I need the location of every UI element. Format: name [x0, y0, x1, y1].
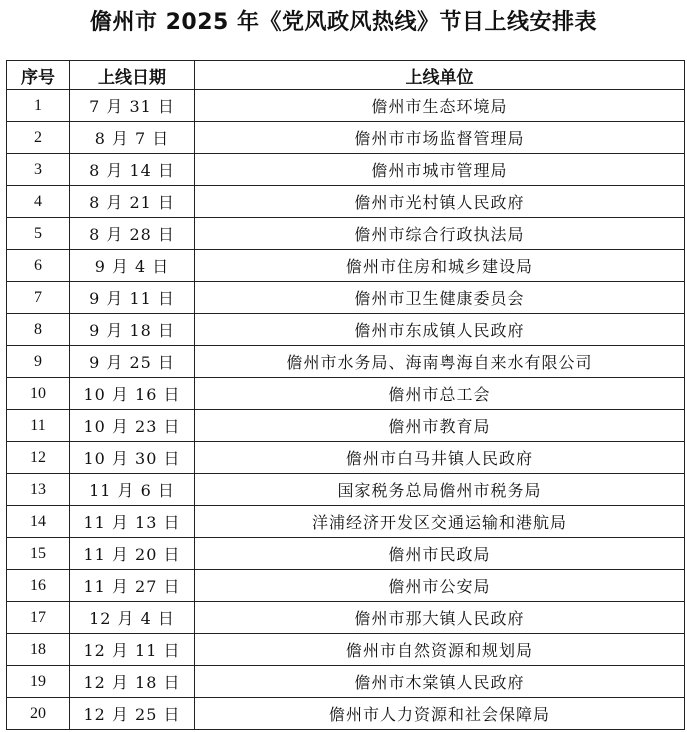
table-row: [7, 378, 685, 410]
row-number: 4: [7, 186, 70, 218]
row-number: 14: [7, 506, 70, 538]
column-header-unit: 上线单位: [195, 61, 685, 90]
row-number: 3: [7, 154, 70, 186]
row-unit: 儋州市白马井镇人民政府: [195, 442, 685, 474]
table-row: [7, 122, 685, 154]
table-row: [7, 282, 685, 314]
row-date: 11 月 20 日: [70, 538, 195, 570]
row-unit: 儋州市公安局: [195, 570, 685, 602]
row-date: 9 月 18 日: [70, 314, 195, 346]
row-date: 9 月 11 日: [70, 282, 195, 314]
header-row: [7, 61, 685, 90]
row-date: 11 月 27 日: [70, 570, 195, 602]
table-row: [7, 506, 685, 538]
row-number: 1: [7, 90, 70, 122]
row-unit: 儋州市人力资源和社会保障局: [195, 698, 685, 730]
row-date: 10 月 23 日: [70, 410, 195, 442]
table-row: [7, 186, 685, 218]
row-date: 12 月 18 日: [70, 666, 195, 698]
row-unit: 国家税务总局儋州市税务局: [195, 474, 685, 506]
row-unit: 儋州市东成镇人民政府: [195, 314, 685, 346]
row-number: 19: [7, 666, 70, 698]
row-unit: 儋州市水务局、海南粤海自来水有限公司: [195, 346, 685, 378]
row-number: 6: [7, 250, 70, 282]
table-row: [7, 474, 685, 506]
row-number: 12: [7, 442, 70, 474]
row-number: 17: [7, 602, 70, 634]
table-row: [7, 154, 685, 186]
table-row: [7, 346, 685, 378]
row-date: 11 月 6 日: [70, 474, 195, 506]
row-date: 10 月 30 日: [70, 442, 195, 474]
table-row: [7, 314, 685, 346]
row-date: 8 月 28 日: [70, 218, 195, 250]
row-number: 10: [7, 378, 70, 410]
table-row: [7, 250, 685, 282]
row-unit: 儋州市卫生健康委员会: [195, 282, 685, 314]
row-unit: 儋州市总工会: [195, 378, 685, 410]
row-date: 12 月 25 日: [70, 698, 195, 730]
row-unit: 儋州市城市管理局: [195, 154, 685, 186]
row-number: 7: [7, 282, 70, 314]
row-number: 20: [7, 698, 70, 730]
row-number: 8: [7, 314, 70, 346]
table-row: [7, 442, 685, 474]
row-unit: 儋州市自然资源和规划局: [195, 634, 685, 666]
column-header-date: 上线日期: [70, 61, 195, 90]
row-date: 7 月 31 日: [70, 90, 195, 122]
row-unit: 儋州市生态环境局: [195, 90, 685, 122]
row-unit: 儋州市住房和城乡建设局: [195, 250, 685, 282]
row-date: 9 月 25 日: [70, 346, 195, 378]
table-row: [7, 538, 685, 570]
row-date: 10 月 16 日: [70, 378, 195, 410]
table-row: [7, 634, 685, 666]
row-number: 5: [7, 218, 70, 250]
table-row: [7, 218, 685, 250]
row-unit: 儋州市教育局: [195, 410, 685, 442]
row-number: 11: [7, 410, 70, 442]
row-unit: 洋浦经济开发区交通运输和港航局: [195, 506, 685, 538]
row-number: 13: [7, 474, 70, 506]
table-body: [7, 90, 685, 730]
row-unit: 儋州市市场监督管理局: [195, 122, 685, 154]
table-row: [7, 410, 685, 442]
row-unit: 儋州市综合行政执法局: [195, 218, 685, 250]
table-row: [7, 698, 685, 730]
row-date: 12 月 4 日: [70, 602, 195, 634]
row-unit: 儋州市木棠镇人民政府: [195, 666, 685, 698]
row-unit: 儋州市民政局: [195, 538, 685, 570]
table-row: [7, 570, 685, 602]
row-number: 15: [7, 538, 70, 570]
table-header: [7, 61, 685, 90]
table-row: [7, 666, 685, 698]
table-row: [7, 90, 685, 122]
row-date: 9 月 4 日: [70, 250, 195, 282]
row-number: 2: [7, 122, 70, 154]
page-title: 儋州市 2025 年《党风政风热线》节目上线安排表: [89, 10, 598, 35]
row-number: 9: [7, 346, 70, 378]
row-date: 8 月 21 日: [70, 186, 195, 218]
row-date: 11 月 13 日: [70, 506, 195, 538]
column-header-no: 序号: [7, 61, 70, 90]
schedule-table: [6, 60, 685, 730]
table-row: [7, 602, 685, 634]
row-date: 8 月 14 日: [70, 154, 195, 186]
row-unit: 儋州市那大镇人民政府: [195, 602, 685, 634]
row-number: 16: [7, 570, 70, 602]
row-unit: 儋州市光村镇人民政府: [195, 186, 685, 218]
row-date: 8 月 7 日: [70, 122, 195, 154]
row-date: 12 月 11 日: [70, 634, 195, 666]
row-number: 18: [7, 634, 70, 666]
